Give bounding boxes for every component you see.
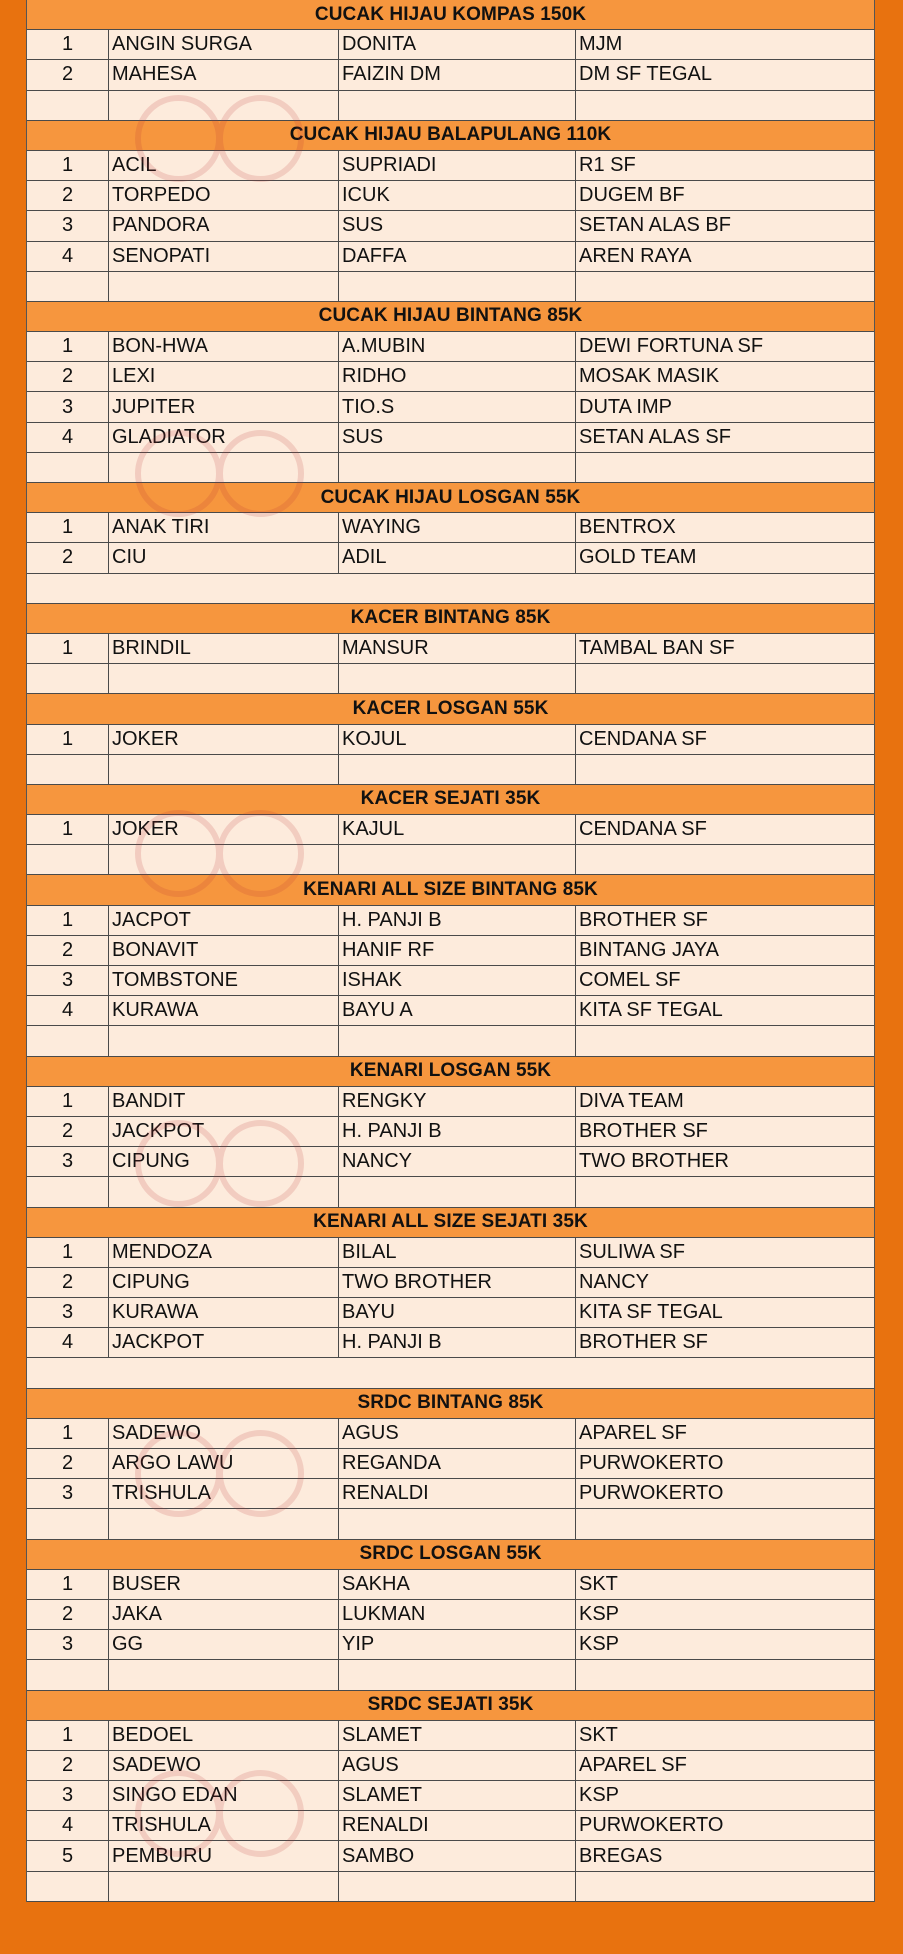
table-row — [27, 1449, 874, 1479]
owner-name-cell: SUS — [339, 211, 576, 240]
blank-cell — [27, 1872, 109, 1901]
owner-name-cell: NANCY — [339, 1147, 576, 1176]
team-cell: SKT — [579, 1723, 618, 1746]
rank-cell: 1 — [27, 1087, 109, 1116]
class-title: KENARI ALL SIZE SEJATI 35K — [313, 1211, 588, 1233]
owner-name-cell: H. PANJI B — [339, 1117, 576, 1146]
blank-cell — [109, 91, 339, 120]
table-row — [27, 362, 874, 392]
rank-cell: 1 — [27, 332, 109, 361]
blank-cell — [339, 272, 576, 301]
table-row — [27, 543, 874, 573]
rank-cell: 2 — [27, 60, 109, 89]
owner-name-cell: H. PANJI B — [339, 1328, 576, 1357]
team-cell: AREN RAYA — [579, 244, 692, 267]
rank-cell: 5 — [27, 1841, 109, 1870]
bird-name-cell: JACKPOT — [109, 1117, 339, 1146]
class-header — [27, 1208, 874, 1238]
table-row — [27, 1268, 874, 1298]
team-cell: PURWOKERTO — [579, 1452, 724, 1475]
owner-name-cell: RENALDI — [339, 1479, 576, 1508]
bird-name-cell: TRISHULA — [109, 1811, 339, 1840]
bird-name-cell: PANDORA — [109, 211, 339, 240]
blank-cell — [109, 1026, 339, 1055]
class-title: KACER BINTANG 85K — [350, 607, 551, 629]
rank-cell: 3 — [27, 1781, 109, 1810]
table-row — [27, 1298, 874, 1328]
bird-name-cell: JUPITER — [109, 392, 339, 421]
blank-row — [27, 1872, 874, 1902]
rank-cell: 2 — [27, 1117, 109, 1146]
blank-cell — [27, 91, 109, 120]
blank-cell — [576, 1660, 874, 1689]
team-cell: BROTHER SF — [579, 1331, 708, 1354]
team-cell: PURWOKERTO — [579, 1814, 724, 1837]
team-cell: SKT — [579, 1572, 618, 1595]
blank-cell — [109, 1660, 339, 1689]
table-row — [27, 1479, 874, 1509]
blank-row — [27, 1509, 874, 1539]
team-cell: SULIWA SF — [579, 1240, 685, 1263]
class-title: SRDC BINTANG 85K — [357, 1392, 544, 1414]
bird-name-cell: TRISHULA — [109, 1479, 339, 1508]
owner-name-cell: AGUS — [339, 1751, 576, 1780]
blank-row — [27, 1177, 874, 1207]
class-header — [27, 1057, 874, 1087]
bird-name-cell: PEMBURU — [109, 1841, 339, 1870]
class-header — [27, 121, 874, 151]
table-row — [27, 906, 874, 936]
blank-row — [27, 91, 874, 121]
owner-name-cell: YIP — [339, 1630, 576, 1659]
table-row — [27, 181, 874, 211]
class-header — [27, 0, 874, 30]
class-title: KENARI ALL SIZE BINTANG 85K — [303, 879, 598, 901]
blank-cell — [339, 1177, 576, 1206]
rank-cell: 1 — [27, 30, 109, 59]
rank-cell: 1 — [27, 725, 109, 754]
bird-name-cell: BON-HWA — [109, 332, 339, 361]
owner-name-cell: DONITA — [339, 30, 576, 59]
rank-cell: 3 — [27, 966, 109, 995]
rank-cell: 2 — [27, 1600, 109, 1629]
rank-cell: 3 — [27, 392, 109, 421]
blank-cell — [576, 845, 874, 874]
class-header — [27, 604, 874, 634]
bird-name-cell: SADEWO — [109, 1751, 339, 1780]
team-cell: KSP — [579, 1633, 620, 1656]
blank-cell — [27, 272, 109, 301]
bird-name-cell: JAKA — [109, 1600, 339, 1629]
owner-name-cell: ADIL — [339, 543, 576, 572]
blank-row — [27, 755, 874, 785]
blank-row — [27, 574, 874, 604]
owner-name-cell: FAIZIN DM — [339, 60, 576, 89]
bird-name-cell: JACPOT — [109, 906, 339, 935]
blank-cell — [27, 453, 109, 482]
table-row — [27, 1600, 874, 1630]
blank-cell — [339, 755, 576, 784]
table-row — [27, 1238, 874, 1268]
blank-cell — [576, 91, 874, 120]
blank-cell — [576, 664, 874, 693]
blank-row — [27, 1026, 874, 1056]
bird-name-cell: BONAVIT — [109, 936, 339, 965]
rank-cell: 3 — [27, 1630, 109, 1659]
owner-name-cell: DAFFA — [339, 242, 576, 271]
rank-cell: 4 — [27, 423, 109, 452]
team-cell: KITA SF TEGAL — [579, 999, 723, 1022]
team-cell: GOLD TEAM — [579, 546, 697, 569]
bird-name-cell: SADEWO — [109, 1419, 339, 1448]
blank-cell — [27, 845, 109, 874]
bird-name-cell: TORPEDO — [109, 181, 339, 210]
blank-row — [27, 453, 874, 483]
blank-cell — [576, 1026, 874, 1055]
blank-cell — [576, 755, 874, 784]
team-cell: TWO BROTHER — [579, 1150, 729, 1173]
blank-cell — [27, 1660, 109, 1689]
class-header — [27, 302, 874, 332]
table-row — [27, 423, 874, 453]
rank-cell: 1 — [27, 906, 109, 935]
team-cell: KITA SF TEGAL — [579, 1301, 723, 1324]
blank-cell — [109, 1872, 339, 1901]
owner-name-cell: MANSUR — [339, 634, 576, 663]
owner-name-cell: AGUS — [339, 1419, 576, 1448]
team-cell: BINTANG JAYA — [579, 938, 720, 961]
blank-row — [27, 845, 874, 875]
owner-name-cell: SUPRIADI — [339, 151, 576, 180]
owner-name-cell: BILAL — [339, 1238, 576, 1267]
rank-cell: 2 — [27, 181, 109, 210]
blank-cell — [339, 91, 576, 120]
bird-name-cell: ACIL — [109, 151, 339, 180]
team-cell: DIVA TEAM — [579, 1089, 684, 1112]
class-header — [27, 694, 874, 724]
bird-name-cell: CIPUNG — [109, 1268, 339, 1297]
team-cell: DEWI FORTUNA SF — [579, 335, 764, 358]
table-row — [27, 332, 874, 362]
owner-name-cell: KAJUL — [339, 815, 576, 844]
owner-name-cell: SUS — [339, 423, 576, 452]
blank-cell — [339, 1872, 576, 1901]
bird-name-cell: GG — [109, 1630, 339, 1659]
table-row — [27, 996, 874, 1026]
table-row — [27, 1721, 874, 1751]
table-row — [27, 211, 874, 241]
rank-cell: 1 — [27, 634, 109, 663]
team-cell: CENDANA SF — [579, 727, 707, 750]
table-row — [27, 1328, 874, 1358]
owner-name-cell: LUKMAN — [339, 1600, 576, 1629]
team-cell: BROTHER SF — [579, 1120, 708, 1143]
rank-cell: 3 — [27, 1147, 109, 1176]
bird-name-cell: BUSER — [109, 1570, 339, 1599]
blank-row — [27, 1660, 874, 1690]
table-row — [27, 815, 874, 845]
class-title: CUCAK HIJAU BALAPULANG 110K — [289, 124, 612, 146]
blank-cell — [27, 1026, 109, 1055]
bird-name-cell: CIU — [109, 543, 339, 572]
rank-cell: 2 — [27, 1449, 109, 1478]
blank-cell — [339, 845, 576, 874]
team-cell: BREGAS — [579, 1844, 663, 1867]
blank-cell — [109, 1509, 339, 1538]
blank-cell — [576, 1509, 874, 1538]
team-cell: MOSAK MASIK — [579, 365, 720, 388]
team-cell: PURWOKERTO — [579, 1482, 724, 1505]
rank-cell: 1 — [27, 1721, 109, 1750]
blank-cell — [109, 453, 339, 482]
bird-name-cell: GLADIATOR — [109, 423, 339, 452]
class-title: KACER LOSGAN 55K — [352, 697, 549, 719]
owner-name-cell: SAMBO — [339, 1841, 576, 1870]
owner-name-cell: KOJUL — [339, 725, 576, 754]
bird-name-cell: ANAK TIRI — [109, 513, 339, 542]
owner-name-cell: TIO.S — [339, 392, 576, 421]
team-cell: KSP — [579, 1784, 620, 1807]
blank-cell — [109, 845, 339, 874]
class-title: KACER SEJATI 35K — [360, 788, 541, 810]
team-cell: NANCY — [579, 1270, 650, 1293]
table-row — [27, 1570, 874, 1600]
owner-name-cell: RENALDI — [339, 1811, 576, 1840]
rank-cell: 1 — [27, 513, 109, 542]
table-row — [27, 1419, 874, 1449]
owner-name-cell: WAYING — [339, 513, 576, 542]
blank-cell — [339, 453, 576, 482]
results-table — [26, 0, 875, 1902]
class-title: CUCAK HIJAU LOSGAN 55K — [320, 486, 581, 508]
blank-cell — [109, 1177, 339, 1206]
bird-name-cell: BEDOEL — [109, 1721, 339, 1750]
team-cell: BENTROX — [579, 516, 676, 539]
blank-cell — [576, 1872, 874, 1901]
class-title: SRDC SEJATI 35K — [367, 1694, 534, 1716]
owner-name-cell: H. PANJI B — [339, 906, 576, 935]
blank-cell — [109, 272, 339, 301]
class-header — [27, 1540, 874, 1570]
team-cell: COMEL SF — [579, 969, 681, 992]
team-cell: DUTA IMP — [579, 395, 672, 418]
rank-cell: 2 — [27, 543, 109, 572]
team-cell: DUGEM BF — [579, 184, 685, 207]
team-cell: APAREL SF — [579, 1421, 687, 1444]
blank-cell — [576, 453, 874, 482]
rank-cell: 1 — [27, 815, 109, 844]
bird-name-cell: SINGO EDAN — [109, 1781, 339, 1810]
team-cell: MJM — [579, 33, 623, 56]
class-title: CUCAK HIJAU BINTANG 85K — [318, 305, 583, 327]
owner-name-cell: BAYU A — [339, 996, 576, 1025]
table-row — [27, 392, 874, 422]
table-row — [27, 513, 874, 543]
team-cell: SETAN ALAS SF — [579, 425, 731, 448]
blank-cell — [339, 1509, 576, 1538]
bird-name-cell: BRINDIL — [109, 634, 339, 663]
rank-cell: 2 — [27, 362, 109, 391]
blank-cell — [109, 664, 339, 693]
bird-name-cell: JOKER — [109, 815, 339, 844]
table-row — [27, 1841, 874, 1871]
table-row — [27, 966, 874, 996]
blank-cell — [27, 664, 109, 693]
blank-cell — [339, 664, 576, 693]
bird-name-cell: CIPUNG — [109, 1147, 339, 1176]
class-title: SRDC LOSGAN 55K — [359, 1543, 542, 1565]
table-row — [27, 60, 874, 90]
rank-cell: 1 — [27, 151, 109, 180]
blank-cell — [109, 755, 339, 784]
bird-name-cell: JOKER — [109, 725, 339, 754]
rank-cell: 2 — [27, 936, 109, 965]
bird-name-cell: ARGO LAWU — [109, 1449, 339, 1478]
owner-name-cell: REGANDA — [339, 1449, 576, 1478]
blank-cell — [576, 1177, 874, 1206]
bird-name-cell: SENOPATI — [109, 242, 339, 271]
rank-cell: 2 — [27, 1751, 109, 1780]
blank-row — [27, 1358, 874, 1388]
team-cell: KSP — [579, 1603, 620, 1626]
table-row — [27, 1117, 874, 1147]
table-row — [27, 1147, 874, 1177]
rank-cell: 1 — [27, 1238, 109, 1267]
owner-name-cell: ICUK — [339, 181, 576, 210]
bird-name-cell: KURAWA — [109, 996, 339, 1025]
rank-cell: 2 — [27, 1268, 109, 1297]
team-cell: DM SF TEGAL — [579, 63, 712, 86]
team-cell: CENDANA SF — [579, 818, 707, 841]
team-cell: BROTHER SF — [579, 908, 708, 931]
rank-cell: 3 — [27, 1479, 109, 1508]
class-header — [27, 1691, 874, 1721]
rank-cell: 4 — [27, 996, 109, 1025]
blank-row — [27, 272, 874, 302]
table-row — [27, 1781, 874, 1811]
owner-name-cell: SLAMET — [339, 1721, 576, 1750]
rank-cell: 1 — [27, 1419, 109, 1448]
rank-cell: 3 — [27, 1298, 109, 1327]
owner-name-cell: RENGKY — [339, 1087, 576, 1116]
bird-name-cell: BANDIT — [109, 1087, 339, 1116]
table-row — [27, 1087, 874, 1117]
rank-cell: 4 — [27, 1328, 109, 1357]
owner-name-cell: HANIF RF — [339, 936, 576, 965]
team-cell: SETAN ALAS BF — [579, 214, 731, 237]
blank-cell — [339, 1026, 576, 1055]
owner-name-cell: BAYU — [339, 1298, 576, 1327]
owner-name-cell: A.MUBIN — [339, 332, 576, 361]
owner-name-cell: SLAMET — [339, 1781, 576, 1810]
rank-cell: 4 — [27, 1811, 109, 1840]
bird-name-cell: MAHESA — [109, 60, 339, 89]
blank-cell — [576, 272, 874, 301]
owner-name-cell: SAKHA — [339, 1570, 576, 1599]
owner-name-cell: RIDHO — [339, 362, 576, 391]
bird-name-cell: MENDOZA — [109, 1238, 339, 1267]
owner-name-cell: ISHAK — [339, 966, 576, 995]
blank-cell — [27, 1509, 109, 1538]
rank-cell: 1 — [27, 1570, 109, 1599]
table-row — [27, 936, 874, 966]
team-cell: R1 SF — [579, 154, 636, 177]
class-header — [27, 785, 874, 815]
class-header — [27, 483, 874, 513]
blank-cell — [27, 755, 109, 784]
blank-cell — [339, 1660, 576, 1689]
bird-name-cell: TOMBSTONE — [109, 966, 339, 995]
bird-name-cell: LEXI — [109, 362, 339, 391]
table-row — [27, 30, 874, 60]
table-row — [27, 1811, 874, 1841]
blank-row — [27, 664, 874, 694]
team-cell: APAREL SF — [579, 1753, 687, 1776]
class-header — [27, 1389, 874, 1419]
table-row — [27, 725, 874, 755]
rank-cell: 3 — [27, 211, 109, 240]
bird-name-cell: JACKPOT — [109, 1328, 339, 1357]
team-cell: TAMBAL BAN SF — [579, 637, 735, 660]
bird-name-cell: KURAWA — [109, 1298, 339, 1327]
table-row — [27, 151, 874, 181]
table-row — [27, 242, 874, 272]
table-row — [27, 1751, 874, 1781]
table-row — [27, 634, 874, 664]
blank-cell — [27, 1177, 109, 1206]
class-header — [27, 875, 874, 905]
rank-cell: 4 — [27, 242, 109, 271]
bird-name-cell: ANGIN SURGA — [109, 30, 339, 59]
class-title: CUCAK HIJAU KOMPAS 150K — [314, 3, 587, 25]
owner-name-cell: TWO BROTHER — [339, 1268, 576, 1297]
class-title: KENARI LOSGAN 55K — [349, 1060, 552, 1082]
table-row — [27, 1630, 874, 1660]
